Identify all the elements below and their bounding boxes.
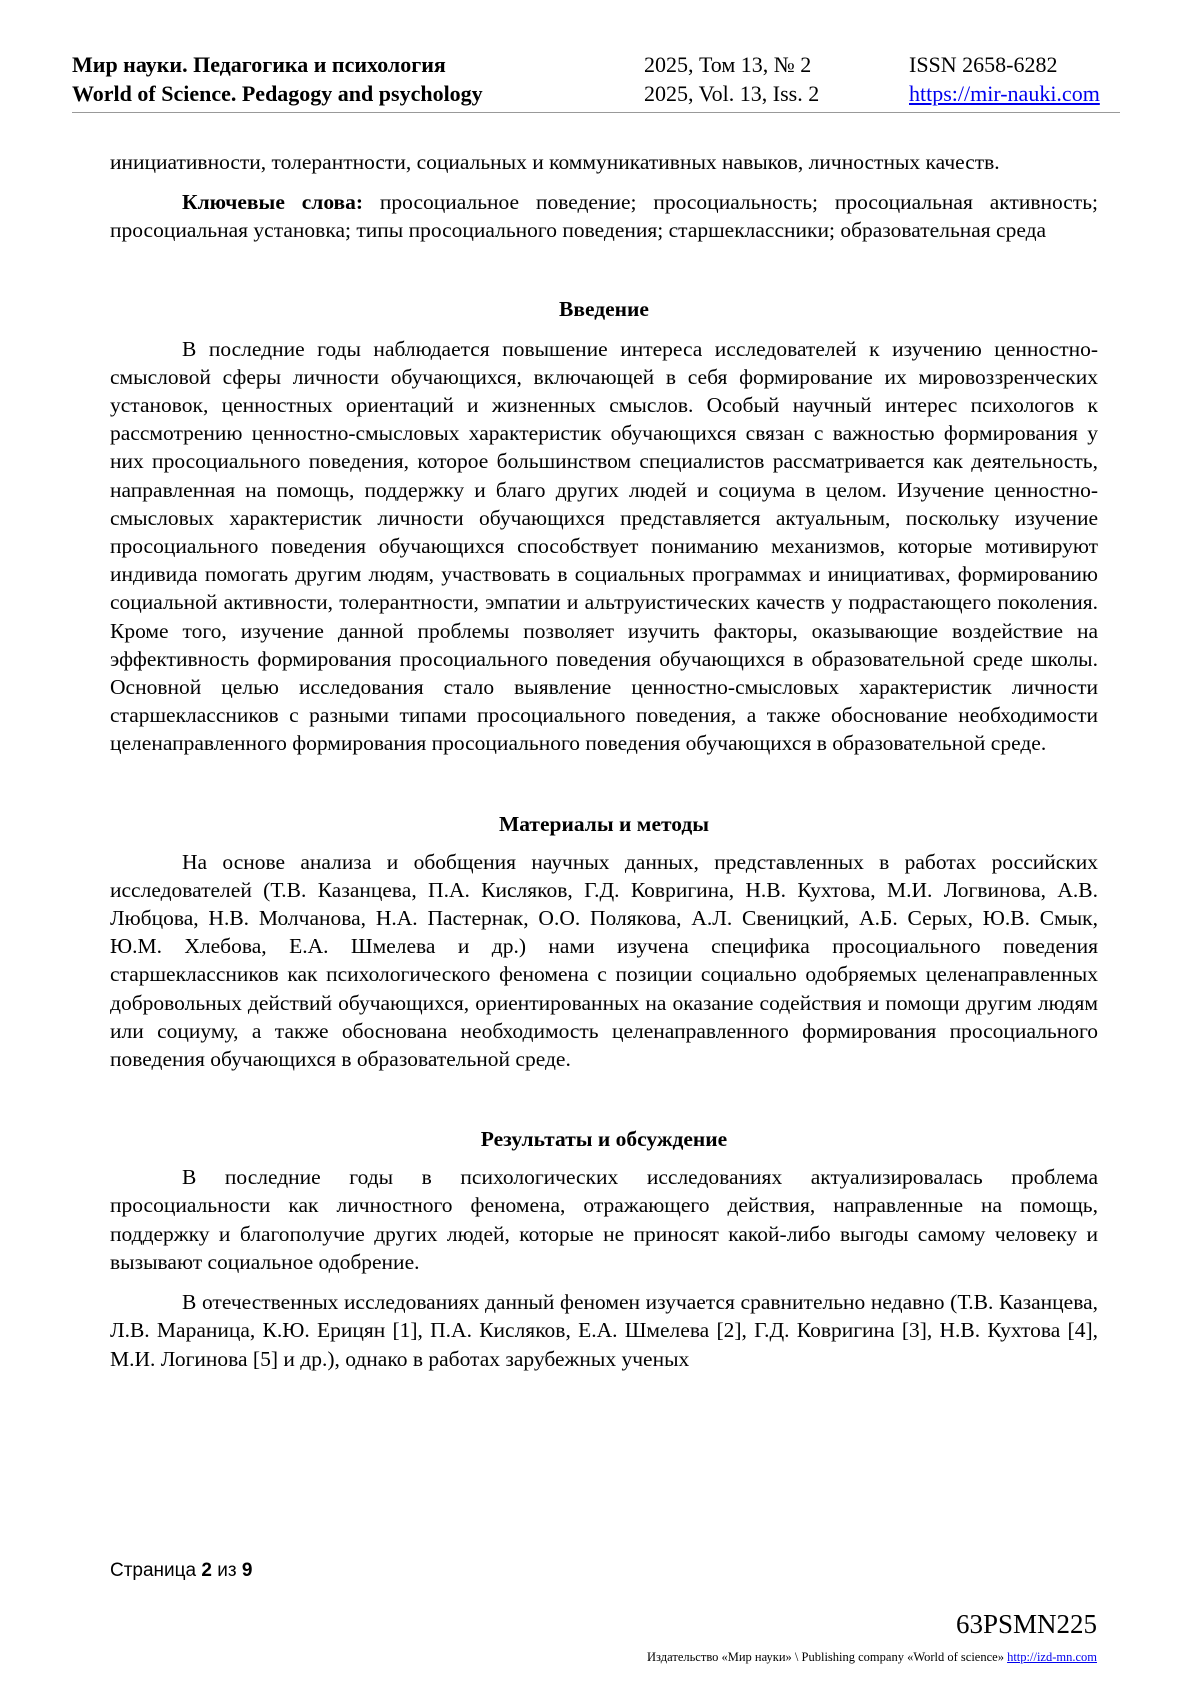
results-paragraph-2: В отечественных исследованиях данный феномен изучается сравнительно недавно (Т.В. Казанцева, Л.В. Мараница, К.Ю. Ерицян [1], П.А. Кисляков, Е.А. Шмелева [2], Г.Д. Ковригина [3], Н.В. Кухтова [4], М.И. Логинова [5] и др.), однако в работах зарубежных ученых <box>110 1290 1098 1371</box>
section-heading-methods: Материалы и методы <box>498 811 710 836</box>
journal-title-en: World of Science. Pedagogy and psychology <box>72 81 483 106</box>
issn-block <box>909 50 1100 108</box>
journal-title <box>72 50 483 108</box>
issue-info-en: 2025, Vol. 13, Iss. 2 <box>644 81 820 106</box>
journal-title-ru: Мир науки. Педагогика и психология <box>72 52 446 77</box>
journal-link[interactable]: https://mir-nauki.com <box>909 81 1100 106</box>
intro-fragment: инициативности, толерантности, социальных и коммуникативных навыков, личностных качеств. <box>110 150 1000 174</box>
publisher-link[interactable]: http://izd-mn.com <box>1007 1650 1097 1664</box>
article-code: 63PSMN225 <box>955 1609 1097 1639</box>
publisher-name: Издательство «Мир науки» \ Publishing company «World of science» <box>647 1650 1004 1664</box>
article-body <box>110 148 1098 1373</box>
intro-paragraph: В последние годы наблюдается повышение интереса исследователей к изучению ценностно-смысловой сферы личности обучающихся, включающей в себя формирование их мировоззренческих установок, ценностных ориентаций и жизненных смыслов. Особый научный интерес психологов к рассмотрению ценностно-смысловых характеристик обучающихся связан с важностью формирования у них просоциального поведения, которое большинством специалистов рассматривается как деятельность, направленная на помощь, поддержку и благо других людей и социума в целом. Изучение ценностно-смысловых характеристик личности обучающихся представляется актуальным, поскольку изучение просоциального поведения обучающихся способствует пониманию механизмов, которые мотивируют индивида помогать другим людям, участвовать в социальных программах и инициативах, формированию социальной активности, толерантности, эмпатии и альтруистических качеств у подрастающего поколения. Кроме того, изучение данной проблемы позволяет изучить факторы, оказывающие воздействие на эффективность формирования просоциального поведения обучающихся в образовательной среде школы. Основной целью исследования стало выявление ценностно-смысловых характеристик личности старшеклассников с разными типами просоциального поведения, а также обоснование необходимости целенаправленного формирования просоциального поведения обучающихся в образовательной среде. <box>110 336 1098 756</box>
issue-info <box>644 50 819 108</box>
results-paragraph-1: В последние годы в психологических исследованиях актуализировалась проблема просоциальности как личностного феномена, отражающего действия, направленные на помощь, поддержку и благополучие других людей, которые не приносят какой-либо выгоды самому человеку и вызывают социальное одобрение. <box>110 1165 1098 1274</box>
keywords-label: Ключевые слова: <box>182 190 364 215</box>
section-heading-results: Результаты и обсуждение <box>480 1127 728 1152</box>
issn: ISSN 2658-6282 <box>909 52 1058 77</box>
keywords-text: просоциальное поведение; просоциальность; просоциальная активность; просоциальная установка; типы просоциального поведения; старшеклассники; образовательная среда <box>110 190 1098 243</box>
current-page: 2 <box>201 1560 212 1581</box>
issue-info-ru: 2025, Том 13, № 2 <box>644 52 812 77</box>
publisher-line <box>647 1650 1097 1665</box>
methods-paragraph: На основе анализа и обобщения научных данных, представленных в работах российских исследователей (Т.В. Казанцева, П.А. Кисляков, Г.Д. Ковригина, Н.В. Кухтова, М.И. Логвинова, А.В. Любцова, Н.В. Молчанова, Н.А. Пастернак, О.О. Полякова, А.Л. Свеницкий, А.Б. Серых, Ю.В. Смык, Ю.М. Хлебова, Е.А. Шмелева и др.) нами изучена специфика просоциального поведения старшеклассников как психологического феномена с позиции социально одобряемых целенаправленных добровольных действий обучающихся, ориентированных на оказание содействия и помощи другим людям или социуму, а также обоснована необходимость целенаправленного формирования просоциального поведения обучающихся в образовательной среде. <box>110 849 1098 1072</box>
section-heading-intro: Введение <box>559 296 649 321</box>
page-header <box>72 50 1120 113</box>
total-pages: 9 <box>241 1560 253 1581</box>
keywords <box>110 188 1098 244</box>
page-number: Страница 2 из 9 <box>110 1560 253 1581</box>
